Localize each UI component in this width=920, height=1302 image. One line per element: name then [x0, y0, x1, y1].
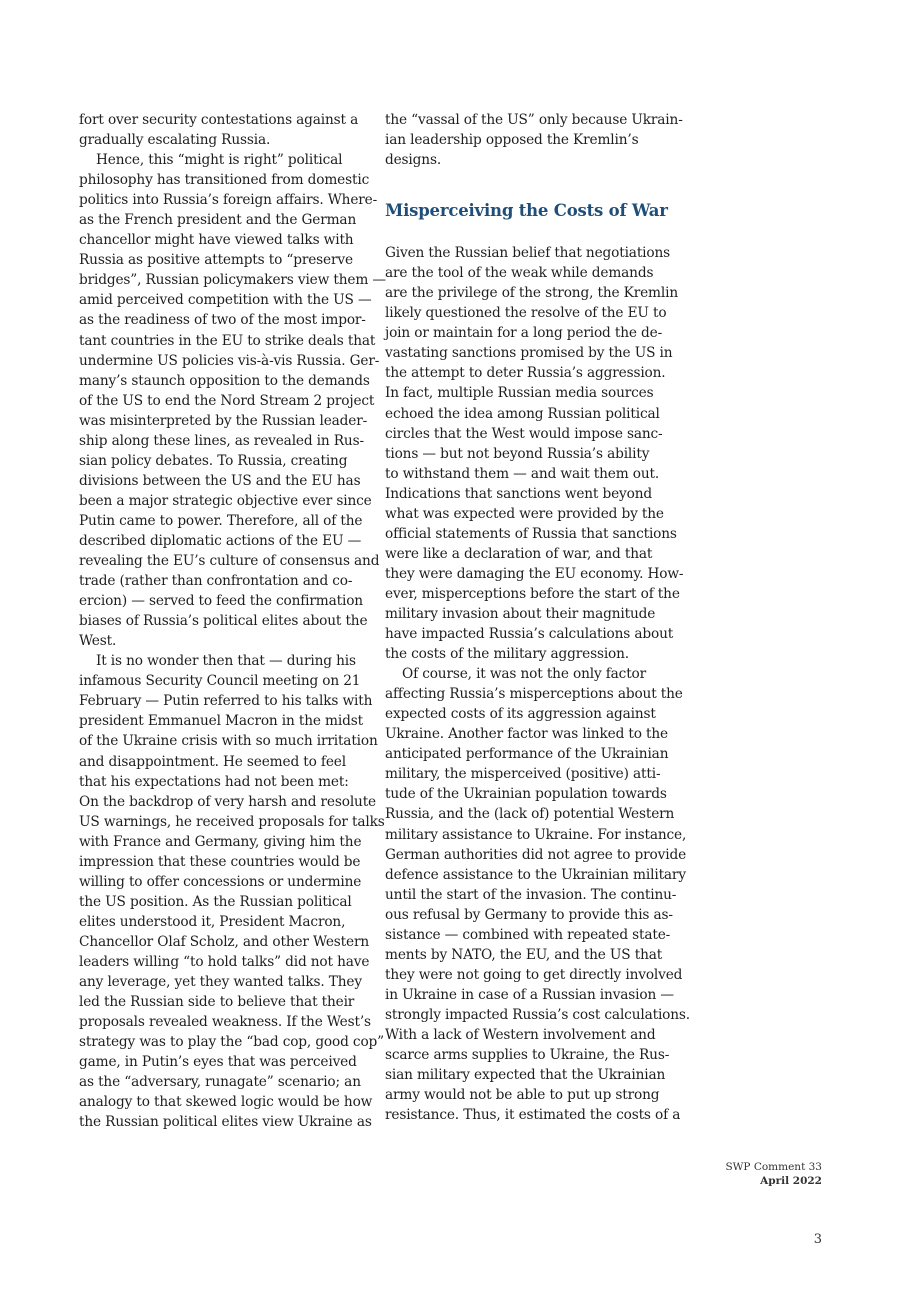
text-line: In fact, multiple Russian media sources	[385, 385, 654, 402]
text-line: military assistance to Ukraine. For instance,	[385, 826, 687, 843]
text-line: strongly impacted Russia’s cost calculations.	[385, 1006, 691, 1023]
section-heading: Misperceiving the Costs of War	[385, 201, 668, 221]
text-line: proposals revealed weakness. If the West’s	[79, 1014, 371, 1031]
text-line: Given the Russian belief that negotiations	[385, 245, 671, 262]
text-line: any leverage, yet they wanted talks. They	[79, 974, 362, 991]
text-line: bridges”, Russian policymakers view them —	[79, 272, 386, 289]
text-line: ous refusal by Germany to provide this as-	[385, 906, 673, 923]
text-line: are the tool of the weak while demands	[385, 265, 654, 282]
text-line: ship along these lines, as revealed in Rus-	[79, 432, 364, 449]
text-line: willing to offer concessions or undermine	[79, 873, 362, 890]
text-line: Russia, and the (lack of) potential Western	[385, 806, 675, 823]
text-line: echoed the idea among Russian political	[385, 405, 660, 422]
text-line: tions — but not beyond Russia’s ability	[385, 445, 650, 462]
text-line: Ukraine. Another factor was linked to the	[385, 726, 668, 743]
text-line: join or maintain for a long period the de-	[385, 325, 663, 342]
left-paragraph-1	[79, 110, 369, 150]
text-line: revealing the EU’s culture of consensus and	[79, 553, 380, 570]
text-line: as the readiness of two of the most impor-	[79, 312, 366, 329]
text-line: until the start of the invasion. The continu-	[385, 886, 677, 903]
left-paragraph-2	[79, 150, 386, 651]
text-line: politics into Russia’s foreign affairs. Where-	[79, 192, 378, 209]
text-line: Of course, it was not the only factor	[402, 666, 647, 683]
text-line: circles that the West would impose sanc-	[385, 425, 663, 442]
text-line: biases of Russia’s political elites about the	[79, 613, 368, 630]
text-line: resistance. Thus, it estimated the costs of a	[385, 1107, 681, 1124]
text-line: defence assistance to the Ukrainian military	[385, 866, 686, 883]
text-line: in Ukraine in case of a Russian invasion —	[385, 986, 674, 1003]
text-line: the US position. As the Russian political	[79, 893, 352, 910]
text-line: official statements of Russia that sanctions	[385, 525, 677, 542]
text-line: divisions between the US and the EU has	[79, 472, 361, 489]
page-number: 3	[813, 1232, 822, 1247]
text-line: It is no wonder then that — during his	[96, 653, 356, 670]
text-line: of the Ukraine crisis with so much irritation	[79, 733, 378, 750]
right-column	[385, 110, 691, 1125]
text-line: infamous Security Council meeting on 21	[79, 673, 361, 690]
text-line: with France and Germany, giving him the	[79, 833, 362, 850]
text-line: as the French president and the German	[79, 212, 357, 229]
text-line: trade (rather than confrontation and co-	[79, 573, 353, 590]
text-line: game, in Putin’s eyes that was perceived	[79, 1054, 357, 1071]
footer-date: April 2022	[760, 1175, 822, 1187]
text-line: the costs of the military aggression.	[385, 646, 630, 663]
text-line: as the “adversary, runagate” scenario; an	[79, 1074, 361, 1091]
left-column	[79, 110, 386, 1132]
text-line: was misinterpreted by the Russian leader-	[79, 412, 368, 429]
text-line: undermine US policies vis-à-vis Russia. Ger-	[79, 352, 380, 369]
text-line: army would not be able to put up strong	[385, 1087, 660, 1104]
text-line: designs.	[385, 152, 442, 169]
text-line: ian leadership opposed the Kremlin’s	[385, 132, 639, 149]
text-line: February — Putin referred to his talks with	[79, 693, 373, 710]
text-line: the Russian political elites view Ukraine as	[79, 1114, 372, 1131]
text-line: vastating sanctions promised by the US in	[385, 345, 673, 362]
text-line: sian military expected that the Ukrainian	[385, 1067, 666, 1084]
text-line: been a major strategic objective ever since	[79, 492, 372, 509]
text-line: led the Russian side to believe that their	[79, 994, 355, 1011]
text-line: leaders willing “to hold talks” did not have	[79, 953, 370, 970]
text-line: tant countries in the EU to strike deals that	[79, 332, 376, 349]
text-line: ever, misperceptions before the start of the	[385, 585, 680, 602]
text-line: of the US to end the Nord Stream 2 project	[79, 392, 375, 409]
text-line: have impacted Russia’s calculations about	[385, 626, 674, 643]
text-line: anticipated performance of the Ukrainian	[385, 746, 669, 763]
text-line: the attempt to deter Russia’s aggression.	[385, 365, 666, 382]
text-line: likely questioned the resolve of the EU to	[385, 305, 667, 322]
text-line: Russia as positive attempts to “preserve	[79, 252, 353, 269]
right-paragraph-2	[385, 243, 684, 664]
text-line: president Emmanuel Macron in the midst	[79, 713, 363, 730]
text-line: affecting Russia’s misperceptions about the	[385, 686, 683, 703]
left-paragraph-3	[79, 651, 385, 1132]
text-line: military invasion about their magnitude	[385, 605, 656, 622]
right-paragraph-1	[385, 110, 683, 170]
text-line: what was expected were provided by the	[385, 505, 664, 522]
text-line: they were damaging the EU economy. How-	[385, 565, 684, 582]
text-line: ercion) — served to feed the confirmation	[79, 593, 363, 610]
text-line: On the backdrop of very harsh and resolute	[79, 793, 377, 810]
text-line: expected costs of its aggression against	[385, 706, 656, 723]
text-line: chancellor might have viewed talks with	[79, 232, 354, 249]
text-line: With a lack of Western involvement and	[385, 1026, 656, 1043]
text-line: military, the misperceived (positive) atti-	[385, 766, 661, 783]
text-line: Chancellor Olaf Scholz, and other Western	[79, 933, 370, 950]
text-line: sian policy debates. To Russia, creating	[79, 452, 348, 469]
text-line: ments by NATO, the EU, and the US that	[385, 946, 663, 963]
text-line: sistance — combined with repeated state-	[385, 926, 671, 943]
text-line: strategy was to play the “bad cop, good cop”	[79, 1034, 384, 1051]
text-line: impression that these countries would be	[79, 853, 361, 870]
footer-series: SWP Comment 33	[725, 1161, 822, 1173]
text-line: gradually escalating Russia.	[79, 132, 271, 149]
text-line: scarce arms supplies to Ukraine, the Rus-	[385, 1047, 670, 1064]
text-line: were like a declaration of war, and that	[385, 545, 653, 562]
text-line: fort over security contestations against a	[79, 112, 359, 128]
text-line: tude of the Ukrainian population towards	[385, 786, 667, 803]
text-line: West.	[79, 633, 117, 650]
text-line: the “vassal of the US” only because Ukrain-	[385, 112, 683, 128]
text-line: amid perceived competition with the US —	[79, 292, 372, 309]
text-line: they were not going to get directly involved	[385, 966, 683, 983]
text-line: Putin came to power. Therefore, all of the	[79, 512, 363, 529]
right-paragraph-3	[385, 664, 691, 1125]
text-line: Indications that sanctions went beyond	[385, 485, 652, 502]
text-line: elites understood it, President Macron,	[79, 913, 346, 930]
text-line: described diplomatic actions of the EU —	[79, 532, 362, 549]
footer	[725, 1160, 822, 1188]
text-line: that his expectations had not been met:	[79, 773, 349, 790]
text-line: and disappointment. He seemed to feel	[79, 753, 346, 770]
text-line: are the privilege of the strong, the Kremlin	[385, 285, 679, 302]
text-line: German authorities did not agree to provide	[385, 846, 687, 863]
text-line: US warnings, he received proposals for talks	[79, 813, 385, 830]
text-line: analogy to that skewed logic would be how	[79, 1094, 373, 1111]
text-line: Hence, this “might is right” political	[96, 152, 343, 169]
text-line: to withstand them — and wait them out.	[385, 465, 660, 482]
text-line: philosophy has transitioned from domestic	[79, 172, 370, 189]
text-line: many’s staunch opposition to the demands	[79, 372, 370, 389]
